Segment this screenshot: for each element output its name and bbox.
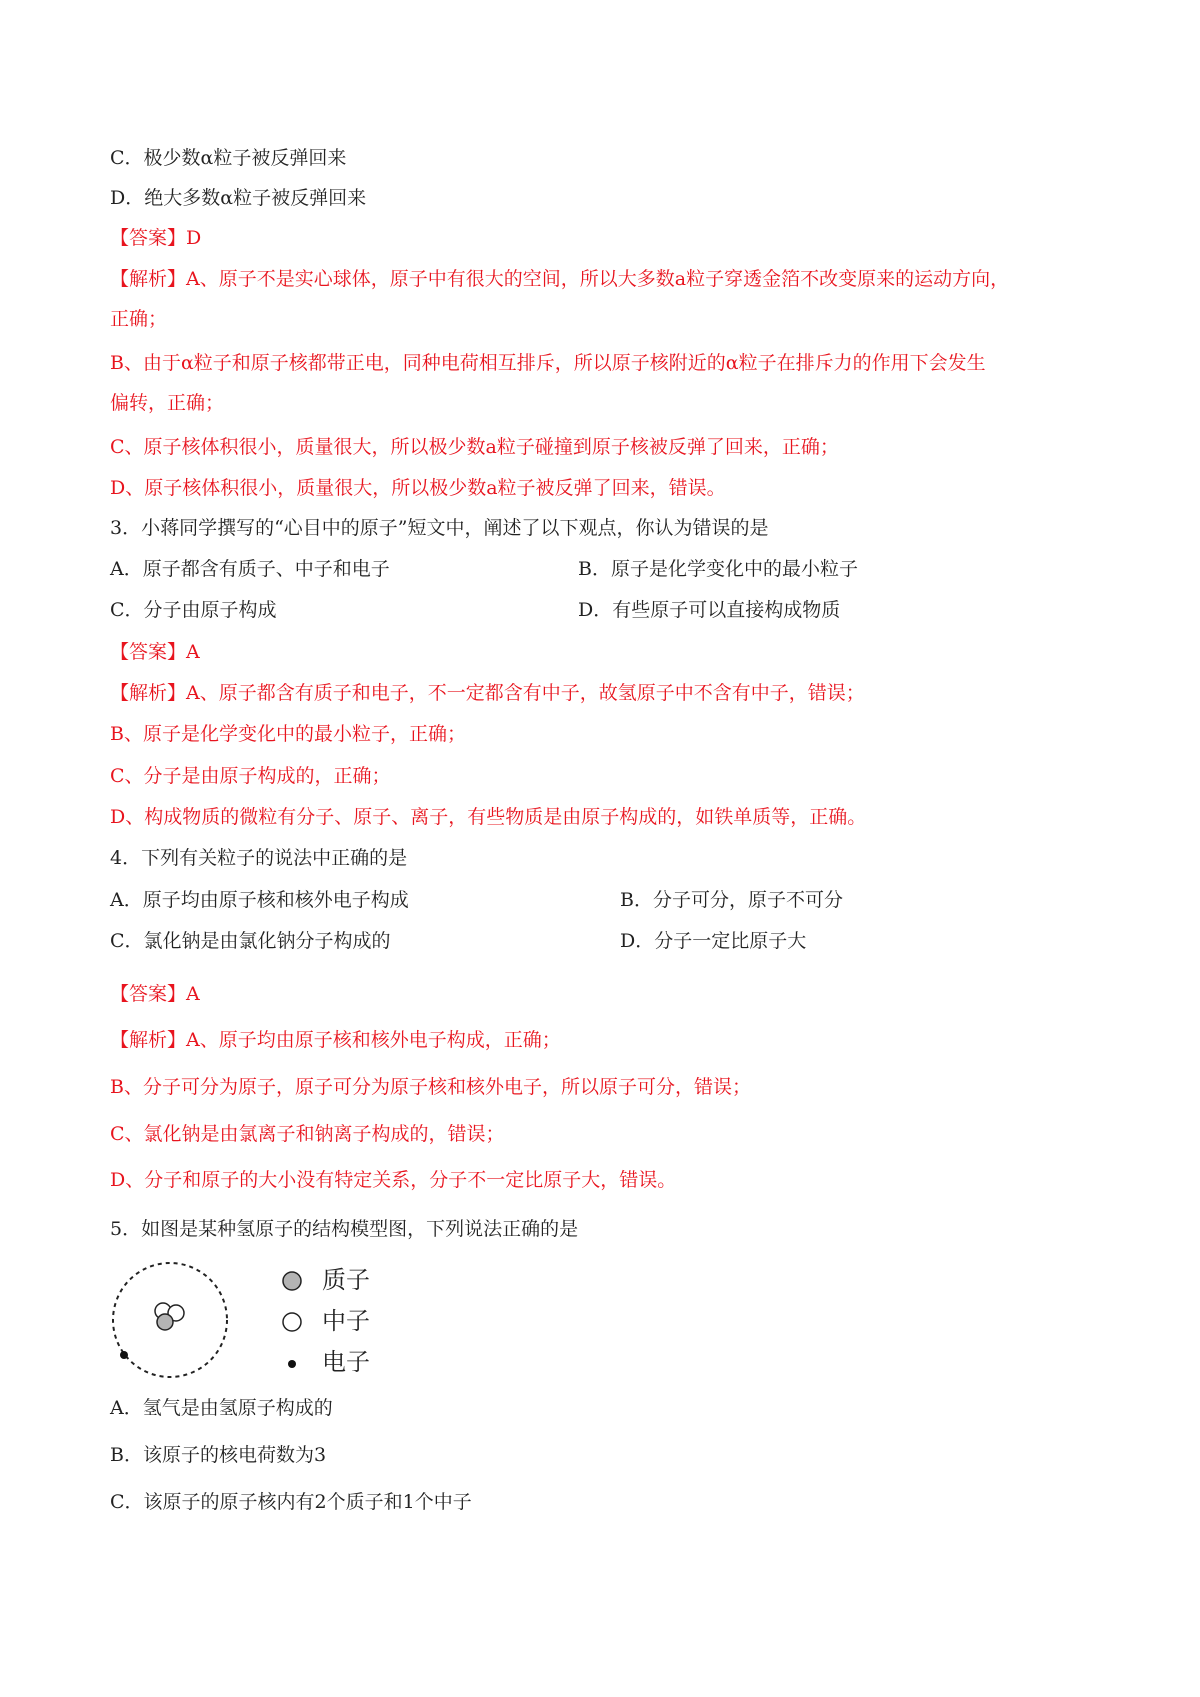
legend-proton-label: 质子 — [322, 1266, 370, 1294]
answer-tag: 【答案】 — [110, 641, 187, 663]
q5-option-c: C．该原子的原子核内有2个质子和1个中子 — [110, 1491, 472, 1513]
legend-neutron-label: 中子 — [322, 1307, 370, 1335]
q2-analysis-b: B、由于α粒子和原子核都带正电，同种电荷相互排斥，所以原子核附近的α粒子在排斥力的作用下会发生 — [110, 352, 986, 374]
q2-analysis-a-cont: 正确； — [110, 308, 168, 330]
q2-option-c: C．极少数α粒子被反弹回来 — [110, 147, 347, 169]
q4-option-a: A．原子均由原子核和核外电子构成 — [110, 889, 409, 911]
analysis-text: A、原子都含有质子和电子，不一定都含有中子，故氢原子中不含有中子，错误； — [186, 682, 865, 704]
q3-stem: 3．小蒋同学撰写的“心目中的原子”短文中，阐述了以下观点，你认为错误的是 — [110, 517, 769, 539]
q3-analysis-a — [110, 681, 865, 705]
q4-answer — [110, 982, 200, 1006]
answer-tag: 【答案】 — [110, 983, 187, 1005]
q3-option-a: A．原子都含有质子、中子和电子 — [110, 558, 390, 580]
q3-analysis-d: D、构成物质的微粒有分子、原子、离子，有些物质是由原子构成的，如铁单质等，正确。 — [110, 806, 867, 828]
analysis-text: A、原子均由原子核和核外电子构成，正确； — [186, 1029, 561, 1051]
q5-option-a: A．氢气是由氢原子构成的 — [110, 1397, 333, 1419]
analysis-tag: 【解析】 — [110, 1029, 187, 1051]
q4-analysis-a — [110, 1028, 561, 1052]
answer-value: A — [186, 983, 200, 1005]
q4-option-b: B．分子可分，原子不可分 — [620, 889, 843, 911]
hydrogen-atom-diagram — [108, 1256, 238, 1386]
q4-analysis-c: C、氯化钠是由氯离子和钠离子构成的，错误； — [110, 1123, 505, 1145]
neutron-legend-icon — [280, 1310, 304, 1334]
analysis-tag: 【解析】 — [110, 268, 187, 290]
q4-option-c: C．氯化钠是由氯化钠分子构成的 — [110, 930, 391, 952]
q3-analysis-b: B、原子是化学变化中的最小粒子，正确； — [110, 723, 466, 745]
q3-answer — [110, 640, 200, 664]
analysis-tag: 【解析】 — [110, 682, 187, 704]
q2-answer — [110, 226, 201, 250]
q3-option-d: D．有些原子可以直接构成物质 — [578, 599, 841, 621]
q2-analysis-d: D、原子核体积很小，质量很大，所以极少数a粒子被反弹了回来，错误。 — [110, 477, 726, 499]
q4-analysis-b: B、分子可分为原子，原子可分为原子核和核外电子，所以原子可分，错误； — [110, 1076, 751, 1098]
electron-legend-icon — [280, 1352, 304, 1376]
q2-analysis-b-cont: 偏转，正确； — [110, 392, 225, 414]
q4-option-d: D．分子一定比原子大 — [620, 930, 807, 952]
answer-value: D — [186, 227, 202, 249]
legend-electron-label: 电子 — [322, 1348, 370, 1376]
q3-option-b: B．原子是化学变化中的最小粒子 — [578, 558, 858, 580]
q4-analysis-d: D、分子和原子的大小没有特定关系，分子不一定比原子大，错误。 — [110, 1169, 677, 1191]
q2-analysis-a — [110, 267, 1009, 291]
analysis-text: A、原子不是实心球体，原子中有很大的空间，所以大多数a粒子穿透金箔不改变原来的运动方向， — [186, 268, 1010, 290]
q2-option-d: D．绝大多数α粒子被反弹回来 — [110, 187, 367, 209]
answer-value: A — [186, 641, 200, 663]
answer-tag: 【答案】 — [110, 227, 187, 249]
proton-legend-icon — [280, 1269, 304, 1293]
q3-analysis-c: C、分子是由原子构成的，正确； — [110, 765, 391, 787]
q2-analysis-c: C、原子核体积很小，质量很大，所以极少数a粒子碰撞到原子核被反弹了回来，正确； — [110, 436, 839, 458]
q5-option-b: B．该原子的核电荷数为3 — [110, 1444, 327, 1466]
q4-stem: 4．下列有关粒子的说法中正确的是 — [110, 847, 408, 869]
q3-option-c: C．分子由原子构成 — [110, 599, 277, 621]
proton-circle — [157, 1314, 173, 1330]
electron-dot — [120, 1351, 128, 1359]
q5-stem: 5．如图是某种氢原子的结构模型图，下列说法正确的是 — [110, 1218, 579, 1240]
